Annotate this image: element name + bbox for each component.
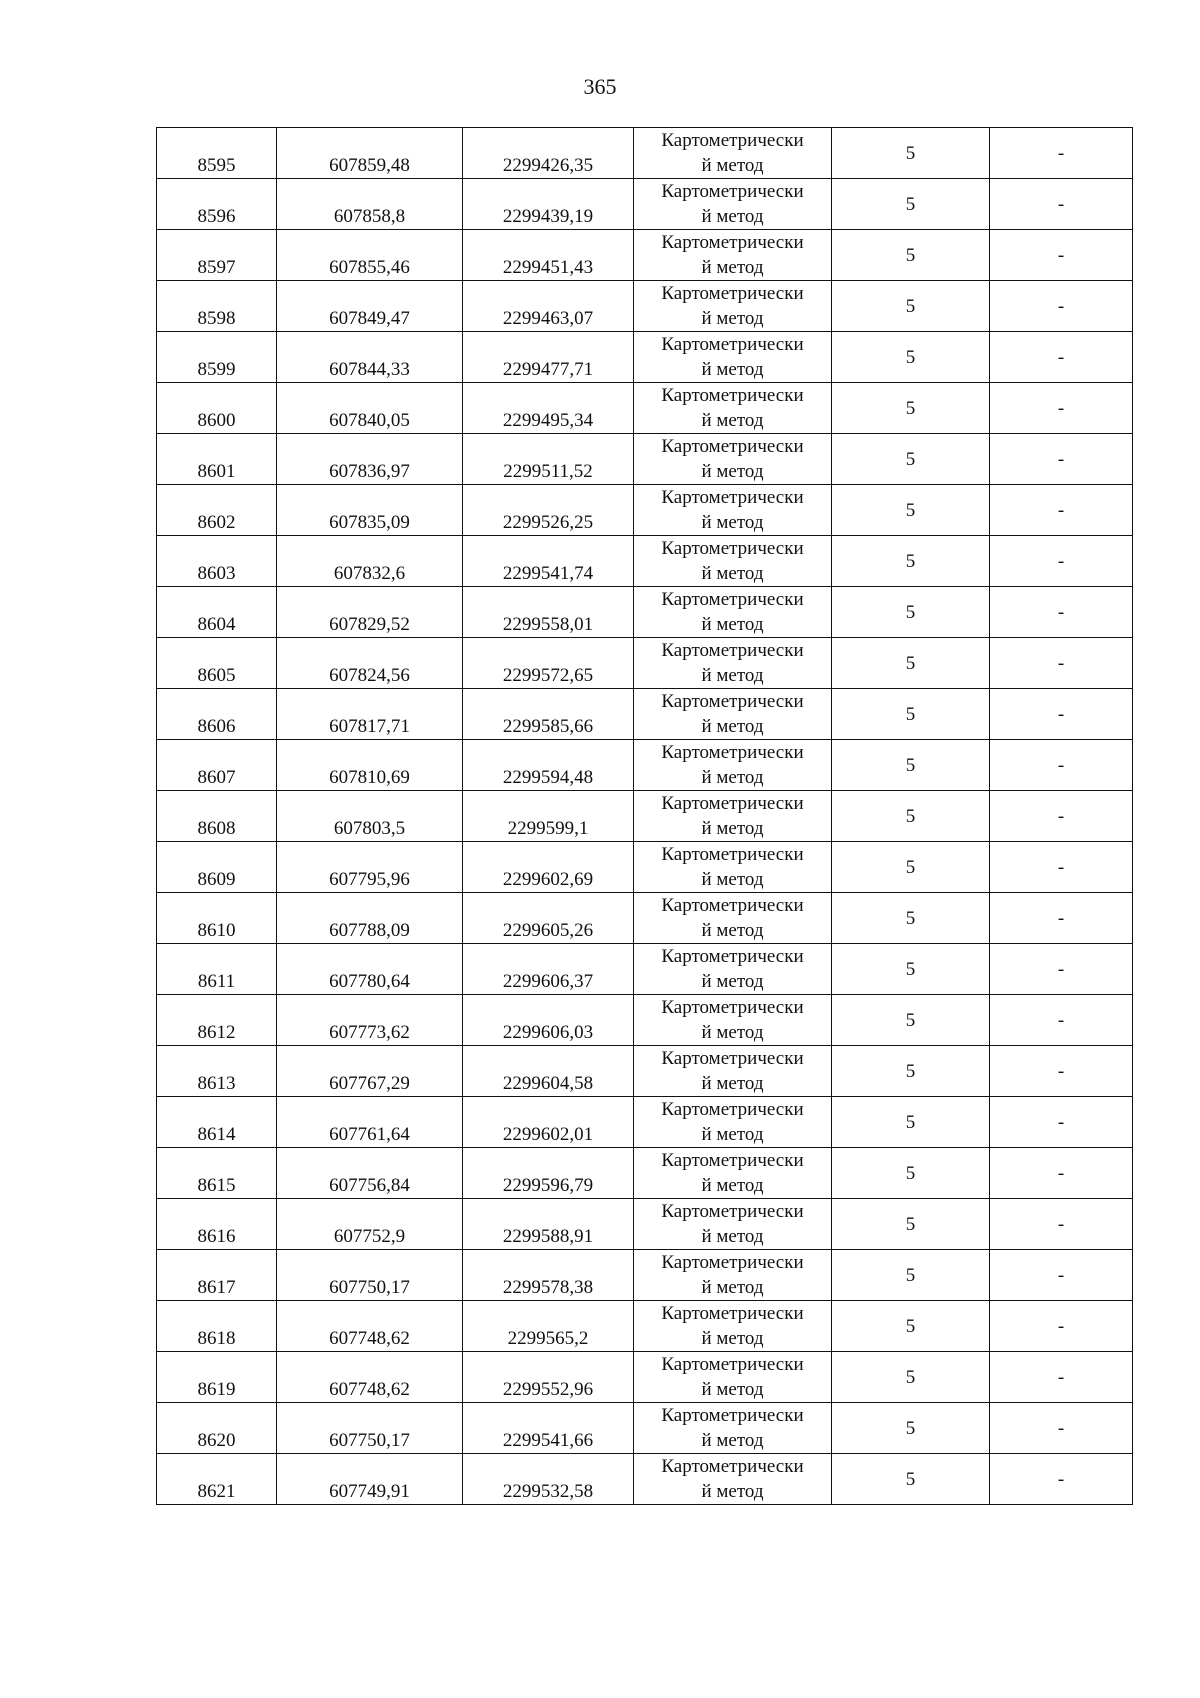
method-text-line2: й метод <box>701 920 764 941</box>
method-text-line1: Картометрически <box>661 895 804 916</box>
point-number-cell: 8620 <box>157 1403 277 1454</box>
table-row <box>157 128 1133 179</box>
table-row <box>157 638 1133 689</box>
x-coordinate-cell: 607858,8 <box>277 179 463 230</box>
description-cell: - <box>990 230 1133 281</box>
method-text-line1: Картометрически <box>661 181 804 202</box>
method-text-line1: Картометрически <box>661 640 804 661</box>
table-row <box>157 332 1133 383</box>
point-number-cell: 8601 <box>157 434 277 485</box>
y-coordinate-cell: 2299541,74 <box>463 536 634 587</box>
table-row <box>157 1148 1133 1199</box>
y-coordinate-cell: 2299606,03 <box>463 995 634 1046</box>
method-cell <box>634 230 832 281</box>
point-number-cell: 8607 <box>157 740 277 791</box>
method-text-line2: й метод <box>701 1277 764 1298</box>
y-coordinate-cell: 2299585,66 <box>463 689 634 740</box>
description-cell: - <box>990 791 1133 842</box>
table-row <box>157 1454 1133 1505</box>
table-row <box>157 1199 1133 1250</box>
y-coordinate-cell: 2299588,91 <box>463 1199 634 1250</box>
y-coordinate-cell: 2299541,66 <box>463 1403 634 1454</box>
method-text-line1: Картометрически <box>661 997 804 1018</box>
accuracy-cell: 5 <box>832 128 990 179</box>
method-text-line2: й метод <box>701 1379 764 1400</box>
description-cell: - <box>990 1301 1133 1352</box>
accuracy-cell: 5 <box>832 434 990 485</box>
table-row <box>157 1403 1133 1454</box>
accuracy-cell: 5 <box>832 536 990 587</box>
x-coordinate-cell: 607756,84 <box>277 1148 463 1199</box>
point-number-cell: 8616 <box>157 1199 277 1250</box>
method-cell <box>634 842 832 893</box>
y-coordinate-cell: 2299439,19 <box>463 179 634 230</box>
table-row <box>157 230 1133 281</box>
description-cell: - <box>990 1046 1133 1097</box>
point-number-cell: 8596 <box>157 179 277 230</box>
method-text-line1: Картометрически <box>661 1252 804 1273</box>
description-cell: - <box>990 995 1133 1046</box>
method-cell <box>634 1454 832 1505</box>
description-cell: - <box>990 740 1133 791</box>
method-text-line2: й метод <box>701 1328 764 1349</box>
method-text-line1: Картометрически <box>661 1048 804 1069</box>
y-coordinate-cell: 2299558,01 <box>463 587 634 638</box>
method-text-line1: Картометрически <box>661 1201 804 1222</box>
point-number-cell: 8611 <box>157 944 277 995</box>
method-text-line1: Картометрически <box>661 691 804 712</box>
method-text-line2: й метод <box>701 767 764 788</box>
method-text-line2: й метод <box>701 716 764 737</box>
table-row <box>157 689 1133 740</box>
method-text-line2: й метод <box>701 1073 764 1094</box>
x-coordinate-cell: 607817,71 <box>277 689 463 740</box>
point-number-cell: 8605 <box>157 638 277 689</box>
method-text-line2: й метод <box>701 257 764 278</box>
method-text-line2: й метод <box>701 410 764 431</box>
method-text-line1: Картометрически <box>661 589 804 610</box>
x-coordinate-cell: 607780,64 <box>277 944 463 995</box>
method-text-line1: Картометрически <box>661 436 804 457</box>
y-coordinate-cell: 2299565,2 <box>463 1301 634 1352</box>
description-cell: - <box>990 1148 1133 1199</box>
method-text-line1: Картометрически <box>661 334 804 355</box>
accuracy-cell: 5 <box>832 1046 990 1097</box>
accuracy-cell: 5 <box>832 1199 990 1250</box>
y-coordinate-cell: 2299578,38 <box>463 1250 634 1301</box>
method-cell <box>634 1097 832 1148</box>
point-number-cell: 8621 <box>157 1454 277 1505</box>
table-row <box>157 587 1133 638</box>
accuracy-cell: 5 <box>832 485 990 536</box>
method-cell <box>634 587 832 638</box>
method-text-line2: й метод <box>701 614 764 635</box>
method-cell <box>634 536 832 587</box>
method-text-line1: Картометрически <box>661 742 804 763</box>
method-text-line2: й метод <box>701 512 764 533</box>
accuracy-cell: 5 <box>832 179 990 230</box>
point-number-cell: 8614 <box>157 1097 277 1148</box>
method-cell <box>634 281 832 332</box>
method-cell <box>634 485 832 536</box>
point-number-cell: 8613 <box>157 1046 277 1097</box>
method-cell <box>634 1301 832 1352</box>
method-cell <box>634 791 832 842</box>
method-cell <box>634 1403 832 1454</box>
method-cell <box>634 179 832 230</box>
accuracy-cell: 5 <box>832 1403 990 1454</box>
y-coordinate-cell: 2299594,48 <box>463 740 634 791</box>
accuracy-cell: 5 <box>832 281 990 332</box>
method-cell <box>634 740 832 791</box>
description-cell: - <box>990 587 1133 638</box>
method-text-line1: Картометрически <box>661 1099 804 1120</box>
method-text-line1: Картометрически <box>661 130 804 151</box>
description-cell: - <box>990 893 1133 944</box>
y-coordinate-cell: 2299604,58 <box>463 1046 634 1097</box>
x-coordinate-cell: 607749,91 <box>277 1454 463 1505</box>
description-cell: - <box>990 638 1133 689</box>
description-cell: - <box>990 1352 1133 1403</box>
point-number-cell: 8612 <box>157 995 277 1046</box>
description-cell: - <box>990 485 1133 536</box>
method-text-line1: Картометрически <box>661 1303 804 1324</box>
accuracy-cell: 5 <box>832 230 990 281</box>
x-coordinate-cell: 607748,62 <box>277 1301 463 1352</box>
x-coordinate-cell: 607829,52 <box>277 587 463 638</box>
description-cell: - <box>990 434 1133 485</box>
y-coordinate-cell: 2299495,34 <box>463 383 634 434</box>
accuracy-cell: 5 <box>832 1148 990 1199</box>
method-text-line1: Картометрически <box>661 793 804 814</box>
method-text-line2: й метод <box>701 359 764 380</box>
x-coordinate-cell: 607859,48 <box>277 128 463 179</box>
method-cell <box>634 383 832 434</box>
accuracy-cell: 5 <box>832 638 990 689</box>
method-text-line1: Картометрически <box>661 1150 804 1171</box>
method-text-line2: й метод <box>701 308 764 329</box>
method-cell <box>634 128 832 179</box>
table-row <box>157 842 1133 893</box>
y-coordinate-cell: 2299463,07 <box>463 281 634 332</box>
description-cell: - <box>990 179 1133 230</box>
method-text-line2: й метод <box>701 1175 764 1196</box>
accuracy-cell: 5 <box>832 689 990 740</box>
x-coordinate-cell: 607840,05 <box>277 383 463 434</box>
x-coordinate-cell: 607795,96 <box>277 842 463 893</box>
x-coordinate-cell: 607810,69 <box>277 740 463 791</box>
method-cell <box>634 1250 832 1301</box>
y-coordinate-cell: 2299602,01 <box>463 1097 634 1148</box>
method-text-line1: Картометрически <box>661 946 804 967</box>
method-text-line1: Картометрически <box>661 1405 804 1426</box>
x-coordinate-cell: 607832,6 <box>277 536 463 587</box>
y-coordinate-cell: 2299426,35 <box>463 128 634 179</box>
method-text-line1: Картометрически <box>661 844 804 865</box>
table-row <box>157 1352 1133 1403</box>
method-text-line2: й метод <box>701 1430 764 1451</box>
y-coordinate-cell: 2299596,79 <box>463 1148 634 1199</box>
accuracy-cell: 5 <box>832 944 990 995</box>
y-coordinate-cell: 2299572,65 <box>463 638 634 689</box>
method-text-line2: й метод <box>701 461 764 482</box>
x-coordinate-cell: 607803,5 <box>277 791 463 842</box>
x-coordinate-cell: 607835,09 <box>277 485 463 536</box>
point-number-cell: 8595 <box>157 128 277 179</box>
y-coordinate-cell: 2299602,69 <box>463 842 634 893</box>
table-row <box>157 1097 1133 1148</box>
table-body <box>157 128 1133 1505</box>
method-text-line1: Картометрически <box>661 283 804 304</box>
method-text-line2: й метод <box>701 818 764 839</box>
method-text-line2: й метод <box>701 1481 764 1502</box>
table-row <box>157 944 1133 995</box>
point-number-cell: 8604 <box>157 587 277 638</box>
table-row <box>157 383 1133 434</box>
method-cell <box>634 689 832 740</box>
point-number-cell: 8617 <box>157 1250 277 1301</box>
accuracy-cell: 5 <box>832 842 990 893</box>
method-cell <box>634 1148 832 1199</box>
x-coordinate-cell: 607824,56 <box>277 638 463 689</box>
y-coordinate-cell: 2299511,52 <box>463 434 634 485</box>
y-coordinate-cell: 2299599,1 <box>463 791 634 842</box>
description-cell: - <box>990 842 1133 893</box>
point-number-cell: 8598 <box>157 281 277 332</box>
method-text-line2: й метод <box>701 1226 764 1247</box>
method-text-line1: Картометрически <box>661 1456 804 1477</box>
table-row <box>157 740 1133 791</box>
method-text-line2: й метод <box>701 665 764 686</box>
description-cell: - <box>990 689 1133 740</box>
accuracy-cell: 5 <box>832 791 990 842</box>
table-row <box>157 1046 1133 1097</box>
table-row <box>157 1301 1133 1352</box>
y-coordinate-cell: 2299477,71 <box>463 332 634 383</box>
accuracy-cell: 5 <box>832 1352 990 1403</box>
point-number-cell: 8619 <box>157 1352 277 1403</box>
x-coordinate-cell: 607773,62 <box>277 995 463 1046</box>
x-coordinate-cell: 607849,47 <box>277 281 463 332</box>
method-cell <box>634 1046 832 1097</box>
description-cell: - <box>990 128 1133 179</box>
method-cell <box>634 1199 832 1250</box>
accuracy-cell: 5 <box>832 995 990 1046</box>
point-number-cell: 8599 <box>157 332 277 383</box>
description-cell: - <box>990 1097 1133 1148</box>
table-row <box>157 791 1133 842</box>
point-number-cell: 8610 <box>157 893 277 944</box>
method-cell <box>634 332 832 383</box>
table-row <box>157 434 1133 485</box>
method-cell <box>634 944 832 995</box>
method-text-line1: Картометрически <box>661 487 804 508</box>
point-number-cell: 8602 <box>157 485 277 536</box>
method-text-line2: й метод <box>701 1022 764 1043</box>
method-cell <box>634 995 832 1046</box>
y-coordinate-cell: 2299605,26 <box>463 893 634 944</box>
method-text-line2: й метод <box>701 155 764 176</box>
method-text-line1: Картометрически <box>661 232 804 253</box>
point-number-cell: 8615 <box>157 1148 277 1199</box>
accuracy-cell: 5 <box>832 587 990 638</box>
table-row <box>157 893 1133 944</box>
point-number-cell: 8608 <box>157 791 277 842</box>
accuracy-cell: 5 <box>832 383 990 434</box>
description-cell: - <box>990 1199 1133 1250</box>
y-coordinate-cell: 2299532,58 <box>463 1454 634 1505</box>
table-row <box>157 995 1133 1046</box>
description-cell: - <box>990 383 1133 434</box>
y-coordinate-cell: 2299526,25 <box>463 485 634 536</box>
method-cell <box>634 1352 832 1403</box>
accuracy-cell: 5 <box>832 1301 990 1352</box>
page-number: 365 <box>583 74 617 99</box>
method-text-line1: Картометрически <box>661 538 804 559</box>
x-coordinate-cell: 607836,97 <box>277 434 463 485</box>
table-row <box>157 536 1133 587</box>
x-coordinate-cell: 607844,33 <box>277 332 463 383</box>
method-text-line2: й метод <box>701 1124 764 1145</box>
point-number-cell: 8606 <box>157 689 277 740</box>
x-coordinate-cell: 607788,09 <box>277 893 463 944</box>
point-number-cell: 8618 <box>157 1301 277 1352</box>
method-text-line2: й метод <box>701 563 764 584</box>
accuracy-cell: 5 <box>832 1097 990 1148</box>
x-coordinate-cell: 607748,62 <box>277 1352 463 1403</box>
accuracy-cell: 5 <box>832 332 990 383</box>
y-coordinate-cell: 2299451,43 <box>463 230 634 281</box>
method-text-line2: й метод <box>701 206 764 227</box>
description-cell: - <box>990 1454 1133 1505</box>
y-coordinate-cell: 2299552,96 <box>463 1352 634 1403</box>
table-row <box>157 179 1133 230</box>
method-text-line1: Картометрически <box>661 385 804 406</box>
accuracy-cell: 5 <box>832 893 990 944</box>
x-coordinate-cell: 607750,17 <box>277 1250 463 1301</box>
method-text-line2: й метод <box>701 869 764 890</box>
point-number-cell: 8597 <box>157 230 277 281</box>
method-text-line2: й метод <box>701 971 764 992</box>
table-row <box>157 281 1133 332</box>
point-number-cell: 8609 <box>157 842 277 893</box>
x-coordinate-cell: 607752,9 <box>277 1199 463 1250</box>
table-row <box>157 485 1133 536</box>
method-cell <box>634 638 832 689</box>
description-cell: - <box>990 536 1133 587</box>
table-row <box>157 1250 1133 1301</box>
x-coordinate-cell: 607761,64 <box>277 1097 463 1148</box>
description-cell: - <box>990 332 1133 383</box>
accuracy-cell: 5 <box>832 1250 990 1301</box>
point-number-cell: 8603 <box>157 536 277 587</box>
x-coordinate-cell: 607855,46 <box>277 230 463 281</box>
point-number-cell: 8600 <box>157 383 277 434</box>
description-cell: - <box>990 281 1133 332</box>
y-coordinate-cell: 2299606,37 <box>463 944 634 995</box>
x-coordinate-cell: 607750,17 <box>277 1403 463 1454</box>
description-cell: - <box>990 1250 1133 1301</box>
coordinates-table <box>156 127 1133 1505</box>
accuracy-cell: 5 <box>832 740 990 791</box>
method-cell <box>634 434 832 485</box>
x-coordinate-cell: 607767,29 <box>277 1046 463 1097</box>
description-cell: - <box>990 1403 1133 1454</box>
accuracy-cell: 5 <box>832 1454 990 1505</box>
method-cell <box>634 893 832 944</box>
description-cell: - <box>990 944 1133 995</box>
method-text-line1: Картометрически <box>661 1354 804 1375</box>
